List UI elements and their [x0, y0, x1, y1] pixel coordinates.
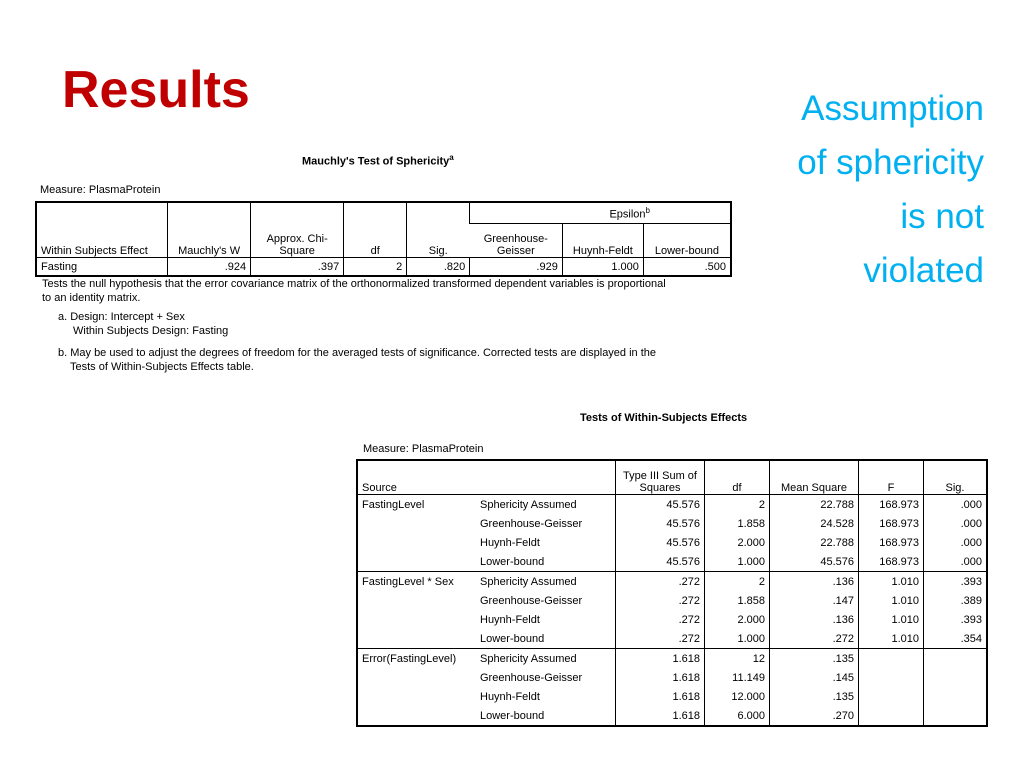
- cell: 168.973: [859, 495, 924, 515]
- cell: .272: [616, 591, 705, 610]
- cell: 24.528: [770, 514, 859, 533]
- cell: .270: [770, 706, 859, 726]
- cell: .000: [924, 514, 988, 533]
- side-note-line: is not: [900, 197, 984, 236]
- cell: 1.000: [562, 258, 643, 277]
- cell: FastingLevel * Sex: [357, 572, 476, 592]
- cell: .000: [924, 495, 988, 515]
- cell: Sphericity Assumed: [476, 495, 616, 515]
- cell: Greenhouse-Geisser: [480, 517, 583, 530]
- col-header: Within Subjects Effect: [41, 245, 148, 257]
- cell: .924: [168, 258, 251, 277]
- side-note-line: violated: [863, 251, 984, 290]
- cell: [357, 668, 476, 687]
- col-header: Greenhouse-Geisser: [483, 233, 548, 257]
- cell: .135: [770, 687, 859, 706]
- cell: 2: [705, 572, 770, 592]
- cell: 1.618: [616, 649, 705, 669]
- col-header: df: [344, 202, 407, 258]
- cell: .354: [924, 629, 988, 649]
- cell: [357, 552, 476, 572]
- table-row: [357, 533, 987, 552]
- cell: 1.010: [859, 610, 924, 629]
- cell: .135: [770, 649, 859, 669]
- table-row: [357, 591, 987, 610]
- cell: .272: [616, 572, 705, 592]
- cell: Greenhouse-Geisser: [480, 594, 583, 607]
- col-header: df: [705, 460, 770, 495]
- cell: Lower-bound: [480, 709, 545, 722]
- cell: [924, 649, 988, 669]
- col-header: F: [859, 460, 924, 495]
- cell: Lower-bound: [480, 632, 545, 645]
- col-header: Source: [357, 460, 616, 495]
- table-row: [357, 706, 987, 726]
- cell: .393: [924, 610, 988, 629]
- col-header: Lower-bound: [643, 224, 731, 258]
- cell: 1.000: [705, 552, 770, 572]
- cell: .272: [616, 629, 705, 649]
- cell: .397: [251, 258, 344, 277]
- cell: [924, 668, 988, 687]
- mauchly-title: Mauchly's Test of Sphericity$^a$: [302, 153, 454, 168]
- mauchly-footnote: Tests the null hypothesis that the error covariance matrix of the orthonormalized transformed dependent variables is proportional to an identity matrix.: [42, 278, 666, 304]
- cell: 1.010: [859, 629, 924, 649]
- cell: Sphericity Assumed: [476, 649, 616, 669]
- cell: [859, 649, 924, 669]
- cell: [357, 610, 476, 629]
- cell: 45.576: [616, 514, 705, 533]
- cell: .136: [770, 572, 859, 592]
- table-row: [357, 495, 987, 515]
- wse-measure: Measure: PlasmaProtein: [363, 443, 484, 455]
- col-header: Mean Square: [770, 460, 859, 495]
- cell: 168.973: [859, 514, 924, 533]
- cell: FastingLevel: [357, 495, 476, 515]
- cell: [357, 591, 476, 610]
- cell: [924, 706, 988, 726]
- cell: .929: [470, 258, 563, 277]
- cell: 2.000: [705, 610, 770, 629]
- cell: Fasting: [36, 258, 168, 277]
- cell: 2: [705, 495, 770, 515]
- cell: 22.788: [770, 495, 859, 515]
- within-subjects-table: [356, 459, 988, 727]
- cell: .820: [407, 258, 470, 277]
- mauchly-table: [35, 201, 732, 277]
- cell: 1.000: [705, 629, 770, 649]
- cell: Huynh-Feldt: [480, 536, 540, 549]
- table-row: [357, 514, 987, 533]
- col-header: Sig.: [407, 202, 470, 258]
- cell: 1.858: [705, 591, 770, 610]
- col-header: Sig.: [924, 460, 988, 495]
- cell: .393: [924, 572, 988, 592]
- cell: 1.618: [616, 706, 705, 726]
- cell: .000: [924, 533, 988, 552]
- side-note-line: of sphericity: [797, 143, 984, 182]
- cell: .389: [924, 591, 988, 610]
- cell: .000: [924, 552, 988, 572]
- cell: Greenhouse-Geisser: [480, 671, 583, 684]
- cell: .272: [770, 629, 859, 649]
- table-row: [357, 572, 987, 592]
- cell: [357, 706, 476, 726]
- cell: 11.149: [705, 668, 770, 687]
- cell: 45.576: [770, 552, 859, 572]
- cell: 12.000: [705, 687, 770, 706]
- table-row: [357, 552, 987, 572]
- cell: [859, 668, 924, 687]
- cell: .147: [770, 591, 859, 610]
- cell: 12: [705, 649, 770, 669]
- cell: [859, 687, 924, 706]
- cell: Huynh-Feldt: [480, 613, 540, 626]
- col-header: Huynh-Feldt: [562, 224, 643, 258]
- mauchly-footnote-a: a. Design: Intercept + Sex Within Subjects Design: Fasting: [58, 311, 229, 337]
- cell: [357, 533, 476, 552]
- cell: .136: [770, 610, 859, 629]
- mauchly-measure: Measure: PlasmaProtein: [40, 184, 161, 196]
- cell: 45.576: [616, 552, 705, 572]
- side-note-line: Assumption: [801, 89, 984, 128]
- cell: 1.010: [859, 591, 924, 610]
- wse-title: Tests of Within-Subjects Effects: [580, 412, 748, 424]
- side-note: [724, 82, 984, 298]
- cell: 2: [344, 258, 407, 277]
- col-header: Approx. Chi-Square: [251, 202, 344, 258]
- cell: 6.000: [705, 706, 770, 726]
- cell: .500: [643, 258, 731, 277]
- cell: 1.010: [859, 572, 924, 592]
- epsilon-header: Epsilon$^b$: [470, 202, 731, 224]
- table-row: [357, 687, 987, 706]
- table-row: [357, 610, 987, 629]
- cell: 168.973: [859, 552, 924, 572]
- table-row: [357, 629, 987, 649]
- slide-title: Results: [62, 61, 250, 119]
- cell: [924, 687, 988, 706]
- cell: 1.858: [705, 514, 770, 533]
- cell: Lower-bound: [480, 555, 545, 568]
- cell: 168.973: [859, 533, 924, 552]
- cell: .145: [770, 668, 859, 687]
- cell: [357, 687, 476, 706]
- cell: Error(FastingLevel): [357, 649, 476, 669]
- cell: Huynh-Feldt: [480, 690, 540, 703]
- table-row: [357, 668, 987, 687]
- cell: 2.000: [705, 533, 770, 552]
- cell: 1.618: [616, 687, 705, 706]
- cell: 22.788: [770, 533, 859, 552]
- cell: .272: [616, 610, 705, 629]
- cell: 45.576: [616, 495, 705, 515]
- table-row: [36, 258, 731, 277]
- cell: 45.576: [616, 533, 705, 552]
- col-header: Type III Sum of Squares: [616, 460, 705, 495]
- cell: 1.618: [616, 668, 705, 687]
- cell: [357, 514, 476, 533]
- cell: [357, 629, 476, 649]
- cell: [859, 706, 924, 726]
- table-row: [357, 649, 987, 669]
- col-header: Mauchly's W: [168, 202, 251, 258]
- cell: Sphericity Assumed: [476, 572, 616, 592]
- mauchly-footnote-b: b. May be used to adjust the degrees of freedom for the averaged tests of significance. Corrected tests are displayed in the Tests of Within-Subjects Effects table.: [58, 347, 657, 373]
